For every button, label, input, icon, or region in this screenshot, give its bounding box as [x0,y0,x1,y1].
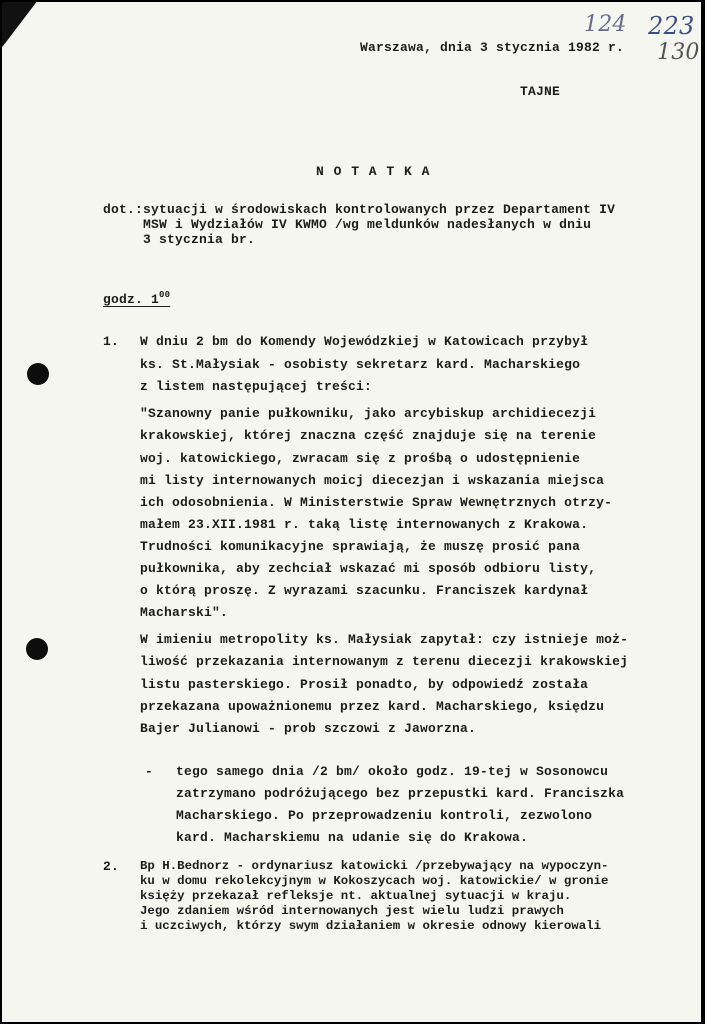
punch-hole-top [27,363,49,385]
subject-label: dot.: [103,202,144,217]
letter-line: pułkownika, aby zechciał wskazać mi sposób odbioru listy, [140,561,597,576]
subject-line-1: sytuacji w środowiskach kontrolowanych przez Departament IV [143,202,616,217]
punch-hole-bottom [26,638,48,660]
dash-line: zatrzymano podróżującego bez przepustki kard. Franciszka [176,786,625,801]
handwritten-number-c: 130 [657,40,700,65]
request-line: Bajer Julianowi - prob szczowi z Jaworzna. [140,721,477,736]
place-date: Warszawa, dnia 3 stycznia 1982 r. [360,40,625,55]
item-1-intro-line: W dniu 2 bm do Komendy Wojewódzkiej w Katowicach przybył [140,334,589,349]
letter-line: małem 23.XII.1981 r. taką listę internowanych z Krakowa. [140,517,589,532]
item-2-line: Jego zdaniem wśród internowanych jest wielu ludzi prawych [140,904,564,918]
item-1-number: 1. [103,334,120,349]
handwritten-number-b: 223 [648,12,695,40]
item-2-line: Bp H.Bednorz - ordynariusz katowicki /przebywający na wypoczyn- [140,859,609,873]
handwritten-number-a: 124 [584,12,627,37]
request-line: liwość przekazania internowanym z terenu diecezji krakowskiej [140,654,629,669]
letter-line: mi listy internowanych moicj diecezjan i wskazania miejsca [140,473,605,488]
letter-line: krakowskiej, której znaczna część znajduje się na terenie [140,428,597,443]
letter-line: woj. katowickiego, zwracam się z prośbą o udostępnienie [140,451,581,466]
document-page [2,2,701,1022]
item-1-intro-line: z listem następującej treści: [140,379,373,394]
letter-line: Trudności komunikacyjne sprawiają, że muszę prosić pana [140,539,581,554]
time-superscript: 00 [159,290,171,300]
time-heading [103,290,170,307]
folded-corner [2,2,38,50]
item-2-line: i uczciwych, którzy swym działaniem w okresie odnowy kierowali [140,919,602,933]
dash-line: tego samego dnia /2 bm/ około godz. 19-tej w Sosonowcu [176,764,609,779]
request-line: listu pasterskiego. Prosił ponadto, by odpowiedź została [140,677,589,692]
item-1-intro-line: ks. St.Małysiak - osobisty sekretarz kard. Macharskiego [140,357,581,372]
subject-line-3: 3 stycznia br. [143,232,256,247]
document-title: N O T A T K A [316,164,431,179]
letter-line: ich odosobnienia. W Ministerstwie Spraw Wewnętrznych otrzy- [140,495,613,510]
letter-line: o którą proszę. Z wyrazami szacunku. Franciszek kardynał [140,583,589,598]
item-2-number: 2. [103,859,120,874]
letter-line: Macharski". [140,605,229,620]
dash-line: Macharskiego. Po przeprowadzeniu kontroli, zezwolono [176,808,593,823]
classification-label: TAJNE [520,84,561,99]
request-line: przekazana upoważnionemu przez kard. Macharskiego, księdzu [140,699,605,714]
time-label: godz. 1 [103,292,160,307]
dash-line: kard. Macharskiemu na udanie się do Krakowa. [176,830,529,845]
item-2-line: ku w domu rekolekcyjnym w Kokoszycach woj. katowickie/ w gronie [140,874,609,888]
letter-line: "Szanowny panie pułkowniku, jako arcybiskup archidiecezji [140,406,597,421]
item-2-line: księży przekazał refleksje nt. aktualnej sytuacji w kraju. [140,889,572,903]
request-line: W imieniu metropolity ks. Małysiak zapytał: czy istnieje moż- [140,632,629,647]
dash-bullet: - [145,764,154,779]
subject-line-2: MSW i Wydziałów IV KWMO /wg meldunków nadesłanych w dniu [143,217,592,232]
